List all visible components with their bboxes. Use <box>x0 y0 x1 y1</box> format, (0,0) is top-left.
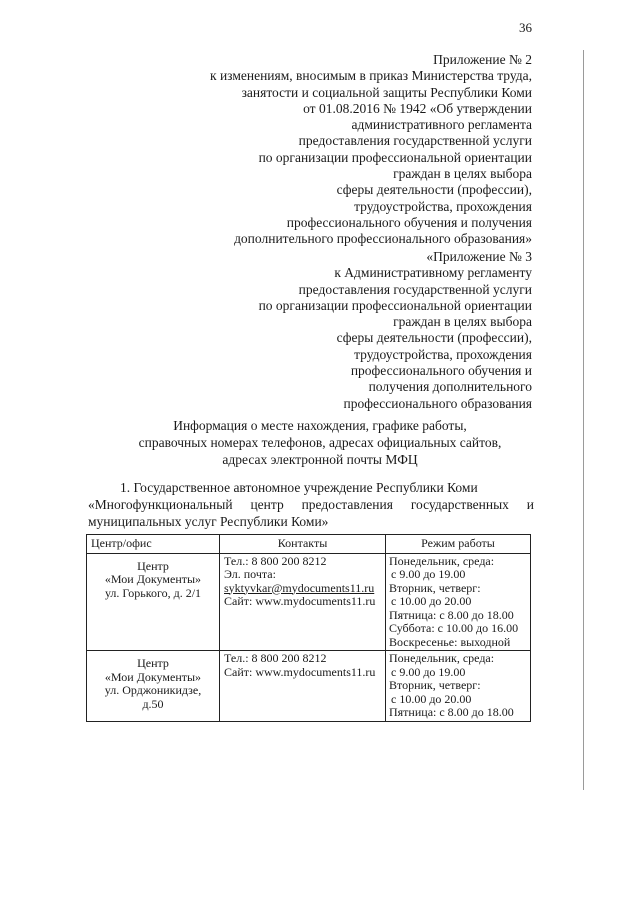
schedule-line: Вторник, четверг: <box>389 678 481 692</box>
schedule-cell <box>386 651 531 722</box>
regulation-line: сферы деятельности (профессии), <box>336 330 532 346</box>
schedule-line: с 9.00 до 19.00 <box>391 567 466 581</box>
office-cell <box>87 651 220 722</box>
schedule-line: Пятница: с 8.00 до 18.00 <box>389 607 514 622</box>
schedule-cell <box>386 553 531 651</box>
regulation-line: «Приложение № 3 <box>426 249 532 264</box>
section-line: 1. Государственное автономное учреждение Республики Коми <box>120 480 478 495</box>
appendix-line: от 01.08.2016 № 1942 «Об утверждении <box>303 100 532 116</box>
appendix-line: к изменениям, вносимым в приказ Министерства труда, <box>210 68 532 84</box>
section-line: муниципальных услуг Республики Коми» <box>88 514 329 529</box>
section-1-title <box>88 479 534 530</box>
contacts-cell <box>220 553 386 651</box>
appendix-line: предоставления государственной услуги <box>298 133 532 149</box>
heading-line: Информация о месте нахождения, графике работы, <box>173 418 467 433</box>
appendix-line: занятости и социальной защиты Республики Коми <box>241 84 532 100</box>
office-line: ул. Горького, д. 2/1 <box>104 585 202 600</box>
office-cell <box>87 553 220 651</box>
regulation-line: профессионального образования <box>343 395 532 411</box>
appendix-line: трудоустройства, прохождения <box>354 198 532 214</box>
regulation-line: к Административному регламенту <box>334 265 532 281</box>
schedule-line: с 10.00 до 20.00 <box>391 691 472 706</box>
header-contacts: Контакты <box>220 535 386 554</box>
email-label: Эл. почта: <box>224 567 276 581</box>
header-office: Центр/офис <box>87 535 220 554</box>
header-schedule: Режим работы <box>386 535 531 554</box>
table-row <box>87 553 531 651</box>
phone-text: Тел.: 8 800 200 8212 <box>224 651 327 665</box>
table-header-row <box>87 535 531 554</box>
site-text: Сайт: www.mydocuments11.ru <box>224 594 376 608</box>
document-heading <box>0 417 640 468</box>
schedule-line: Пятница: с 8.00 до 18.00 <box>389 705 514 719</box>
schedule-line: Суббота: с 10.00 до 16.00 <box>389 621 519 635</box>
regulation-line: профессионального обучения и <box>350 363 532 379</box>
phone-text: Тел.: 8 800 200 8212 <box>224 553 327 568</box>
schedule-line: Воскресенье: выходной <box>389 634 511 649</box>
schedule-line: Понедельник, среда: <box>389 651 495 665</box>
appendix-2-header <box>0 52 532 248</box>
regulation-line: трудоустройства, прохождения <box>354 346 532 362</box>
appendix-line: граждан в целях выбора <box>393 166 532 182</box>
mfc-table <box>86 534 531 722</box>
email-link[interactable]: syktyvkar@mydocuments11.ru <box>224 580 375 595</box>
appendix-line: административного регламента <box>351 117 532 133</box>
contacts-cell <box>220 651 386 722</box>
appendix-line: Приложение № 2 <box>433 52 532 67</box>
schedule-line: с 10.00 до 20.00 <box>391 594 472 608</box>
appendix-line: по организации профессиональной ориентации <box>258 149 532 165</box>
page-number: 36 <box>519 20 532 35</box>
office-line: Центр <box>137 558 169 573</box>
appendix-line: дополнительного профессионального образования» <box>234 231 532 247</box>
table-row <box>87 651 531 722</box>
appendix-3-header <box>0 249 532 412</box>
regulation-line: получения дополнительного <box>368 379 532 395</box>
office-line: «Мои Документы» <box>104 572 202 586</box>
heading-line: справочных номерах телефонов, адресах официальных сайтов, <box>138 435 502 450</box>
section-line: «Многофункциональный центр предоставления государственных и <box>88 497 534 512</box>
regulation-line: предоставления государственной услуги <box>298 281 532 297</box>
heading-line: адресах электронной почты МФЦ <box>222 452 418 467</box>
regulation-line: по организации профессиональной ориентации <box>258 297 532 313</box>
schedule-line: Вторник, четверг: <box>389 580 481 595</box>
schedule-line: с 9.00 до 19.00 <box>391 664 466 679</box>
office-line: «Мои Документы» <box>104 669 202 684</box>
site-text: Сайт: www.mydocuments11.ru <box>224 664 376 679</box>
regulation-line: граждан в целях выбора <box>393 314 532 330</box>
office-line: ул. Орджоникидзе, <box>104 683 202 697</box>
schedule-line: Понедельник, среда: <box>389 553 495 568</box>
appendix-line: сферы деятельности (профессии), <box>336 182 532 198</box>
office-line: Центр <box>137 656 169 670</box>
office-line: д.50 <box>142 696 164 711</box>
appendix-line: профессионального обучения и получения <box>286 214 532 230</box>
